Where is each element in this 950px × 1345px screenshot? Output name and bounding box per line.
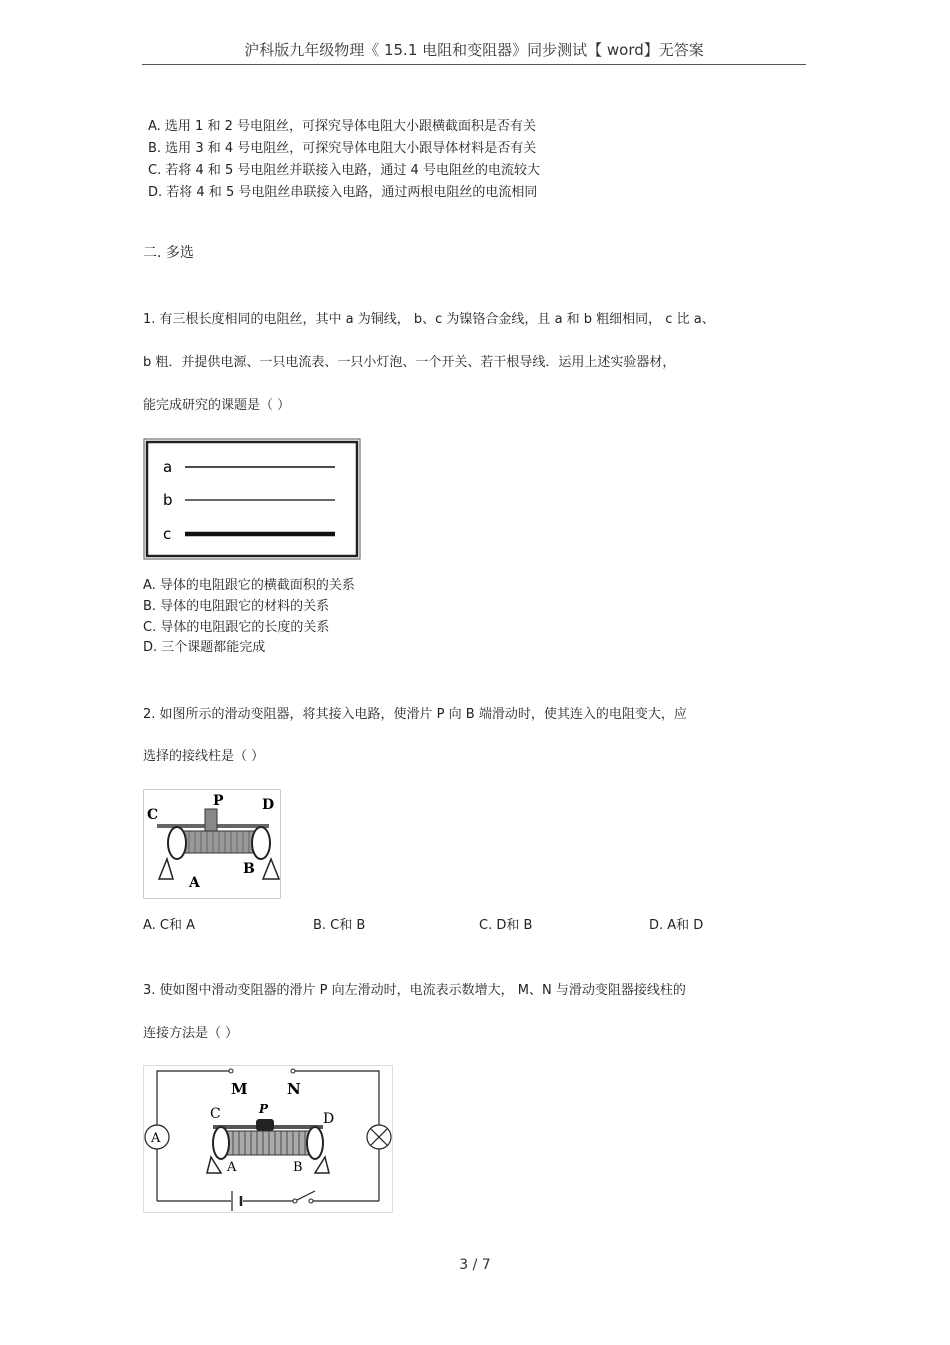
terminal-n xyxy=(291,1069,295,1073)
q3-line-2: 连接方法是（ ） xyxy=(143,1026,239,1041)
slider-label-p: P xyxy=(213,793,224,809)
prev-option-c: C. 若将 4 和 5 号电阻丝并联接入电路，通过 4 号电阻丝的电流较大 xyxy=(148,163,540,178)
q2-option-b: B. C和 B xyxy=(313,918,366,933)
left-end-cap xyxy=(168,827,186,859)
terminal-label-c: C xyxy=(147,807,159,823)
q1-wires-figure xyxy=(143,438,361,560)
q2-line-1: 2. 如图所示的滑动变阻器，将其接入电路，使滑片 P 向 B 端滑动时，使其连入的电阻变大，应 xyxy=(143,707,687,722)
rheostat-label-d: D xyxy=(323,1111,335,1127)
terminal-m xyxy=(229,1069,233,1073)
q2-option-d: D. A和 D xyxy=(649,918,704,933)
right-end-cap xyxy=(252,827,270,859)
ammeter-label: A xyxy=(151,1131,161,1146)
q3-circuit-figure xyxy=(143,1065,393,1213)
slider-p xyxy=(205,809,217,831)
q2-line-2: 选择的接线柱是（ ） xyxy=(143,749,265,764)
rheostat-label-b: B xyxy=(293,1160,303,1175)
rheostat-label-p: P xyxy=(259,1102,269,1116)
q1-line-3: 能完成研究的课题是（ ） xyxy=(143,398,291,413)
q1-option-c: C. 导体的电阻跟它的长度的关系 xyxy=(143,620,330,635)
section-title: 二. 多选 xyxy=(143,245,194,261)
terminal-label-b: B xyxy=(243,861,255,877)
rheostat-label-c: C xyxy=(210,1106,221,1122)
q2-option-c: C. D和 B xyxy=(479,918,533,933)
page-number: 3 / 7 xyxy=(459,1257,491,1273)
q2-option-a: A. C和 A xyxy=(143,918,196,933)
q3-slider-p xyxy=(256,1119,274,1131)
terminal-label-m: M xyxy=(231,1080,248,1098)
terminal-label-d: D xyxy=(262,797,275,813)
wire-label-b: b xyxy=(163,491,173,509)
terminal-label-n: N xyxy=(287,1080,301,1098)
switch xyxy=(293,1199,297,1203)
prev-option-a: A. 选用 1 和 2 号电阻丝，可探究导体电阻大小跟横截面积是否有关 xyxy=(148,119,537,134)
prev-option-d: D. 若将 4 和 5 号电阻丝串联接入电路，通过两根电阻丝的电流相同 xyxy=(148,185,538,200)
rheostat-label-a: A xyxy=(227,1160,237,1175)
header-title: 沪科版九年级物理《 15.1 电阻和变阻器》同步测试【 word】无答案 xyxy=(244,41,704,59)
q3-line-1: 3. 使如图中滑动变阻器的滑片 P 向左滑动时，电流表示数增大， M、N 与滑动变阻器接线柱的 xyxy=(143,983,686,998)
q1-option-a: A. 导体的电阻跟它的横截面积的关系 xyxy=(143,578,355,593)
terminal-label-a: A xyxy=(189,875,200,891)
q1-line-1: 1. 有三根长度相同的电阻丝，其中 a 为铜线， b、c 为镍铬合金线，且 a 和 b 粗细相同， c 比 a、 xyxy=(143,312,715,327)
page-header xyxy=(142,38,806,65)
wire-label-c: c xyxy=(163,525,172,543)
wire-label-a: a xyxy=(163,458,173,476)
q1-line-2: b 粗．并提供电源、一只电流表、一只小灯泡、一个开关、若干根导线．运用上述实验器材， xyxy=(143,355,676,370)
q1-option-b: B. 导体的电阻跟它的材料的关系 xyxy=(143,599,330,614)
q2-rheostat-figure xyxy=(143,789,281,899)
prev-option-b: B. 选用 3 和 4 号电阻丝，可探究导体电阻大小跟导体材料是否有关 xyxy=(148,141,537,156)
q1-option-d: D. 三个课题都能完成 xyxy=(143,640,266,655)
